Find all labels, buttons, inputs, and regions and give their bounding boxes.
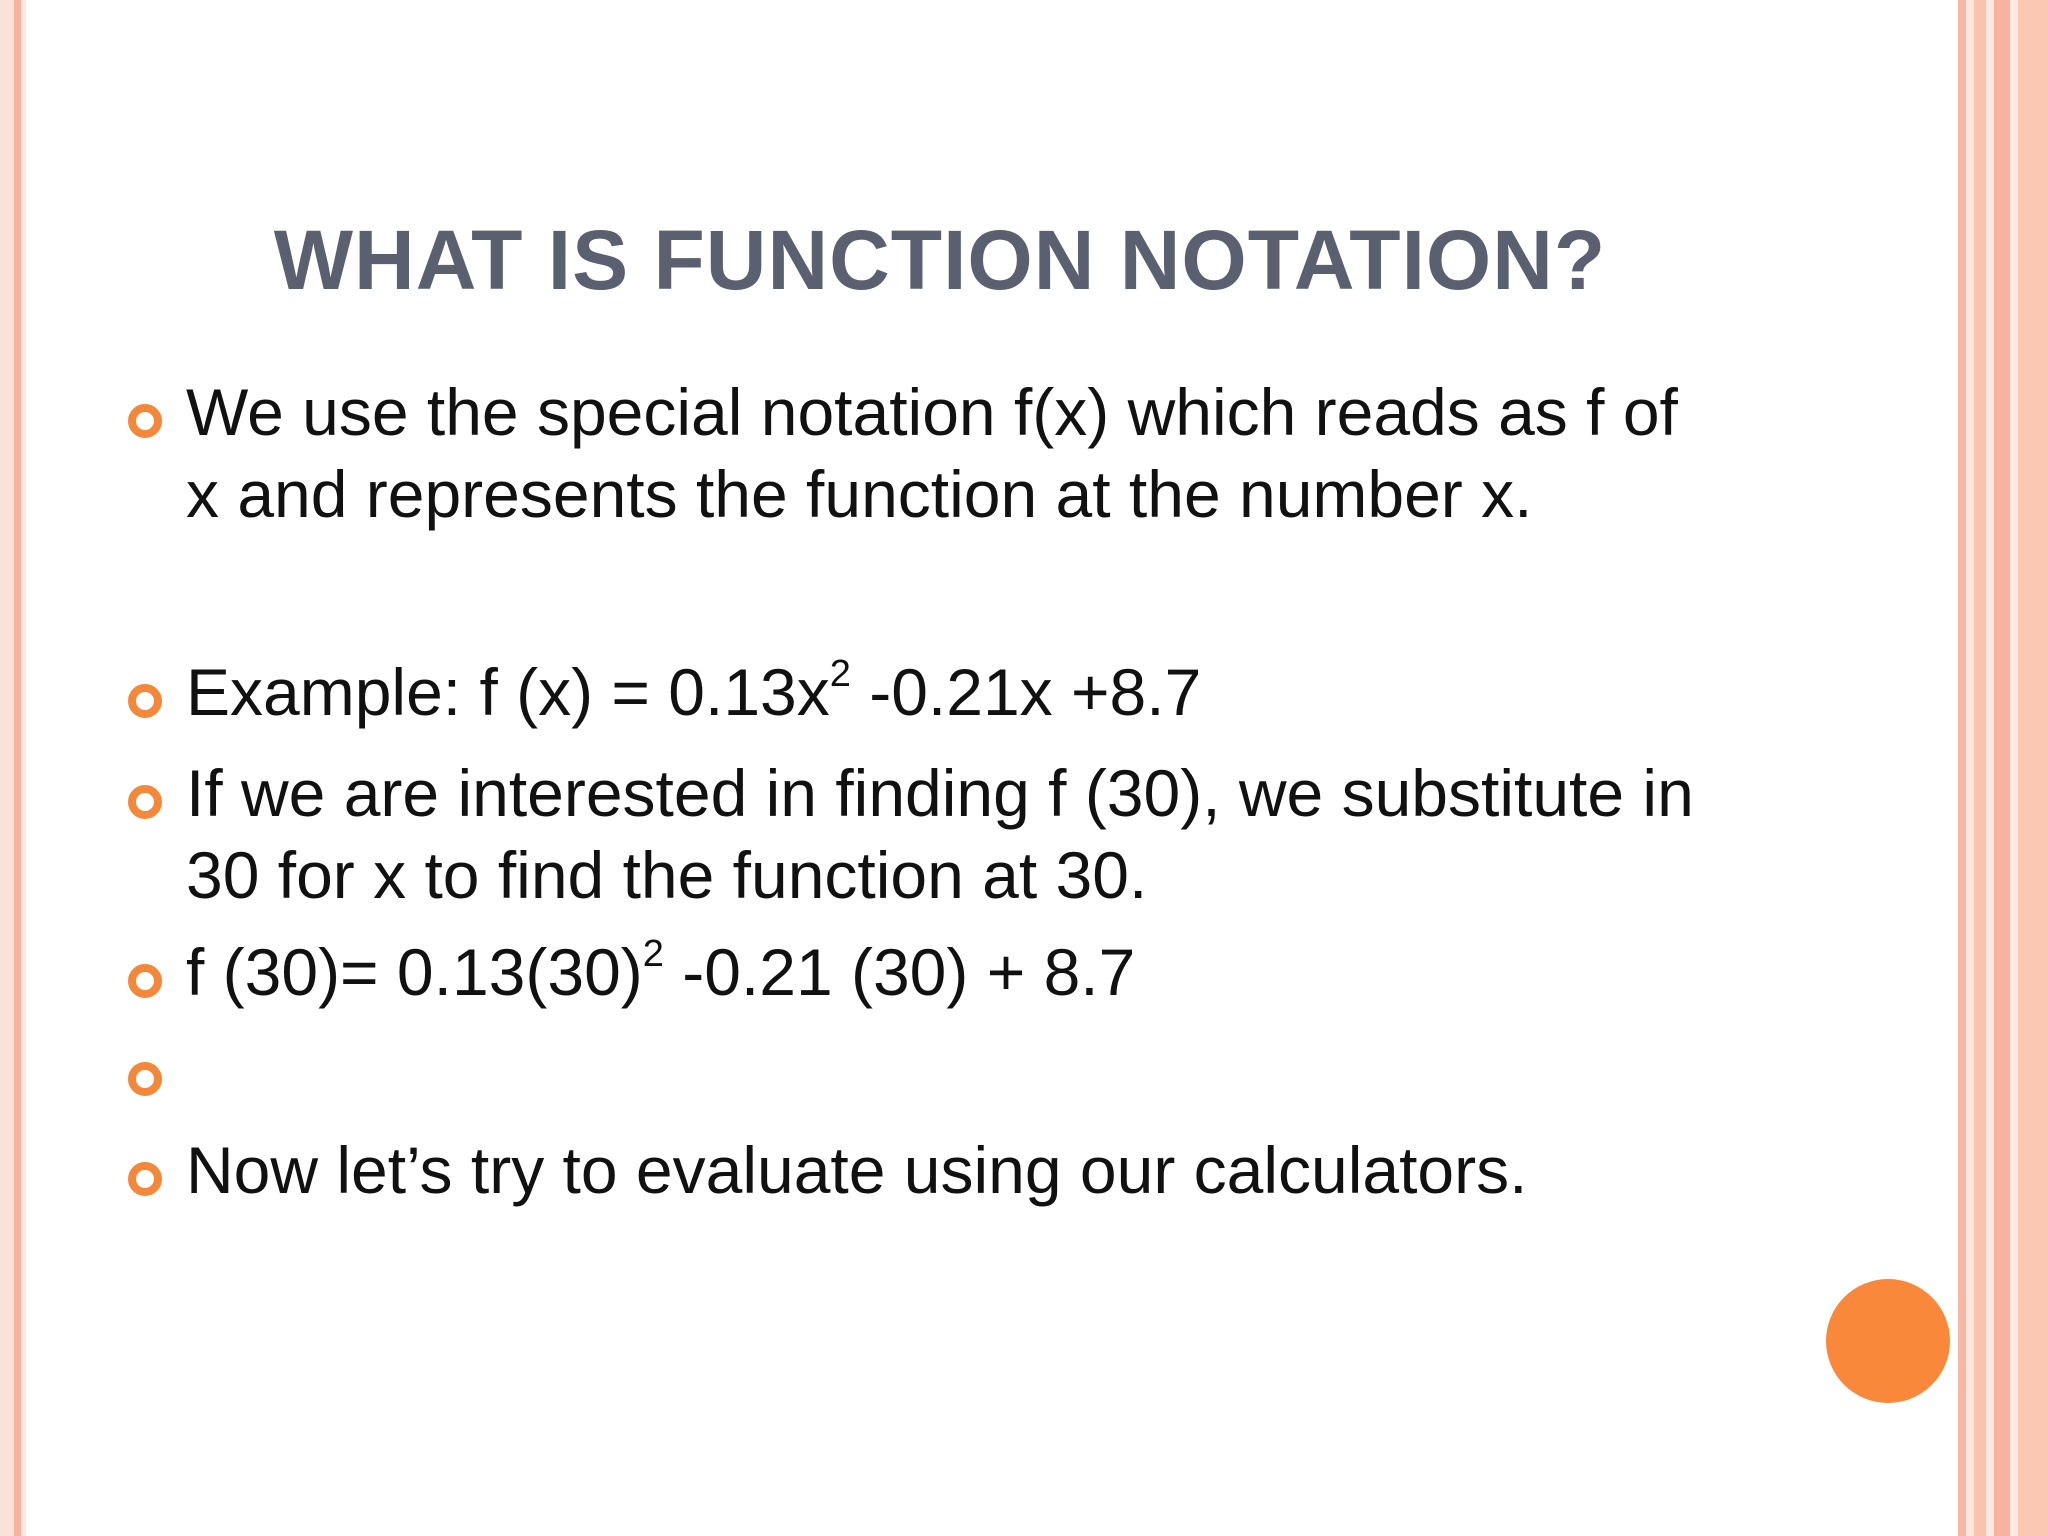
slide-title: WHAT IS FUNCTION NOTATION? [273, 213, 1607, 307]
right-decorative-stripe [1986, 0, 1994, 1536]
right-decorative-stripe [1958, 0, 1966, 1536]
equation-text: -0.21x +8.7 [850, 655, 1202, 729]
right-decorative-stripe [1966, 0, 1974, 1536]
equation-text: f (30)= 0.13(30) [186, 935, 643, 1009]
bullet-text [186, 651, 1886, 733]
hollow-circle-bullet-icon [128, 1162, 162, 1196]
right-decorative-stripe [2018, 0, 2048, 1536]
exponent: 2 [829, 653, 851, 695]
hollow-circle-bullet-icon [128, 404, 162, 438]
bullet-line: If we are interested in finding f (30), we substitute in [186, 756, 1694, 830]
bullet-text [186, 752, 1886, 916]
hollow-circle-bullet-icon [128, 1062, 162, 1096]
right-decorative-stripe [1974, 0, 1986, 1536]
bullet-text: Now let’s try to evaluate using our calculators. [186, 1133, 1528, 1207]
hollow-circle-bullet-icon [128, 785, 162, 819]
equation-text: Example: f (x) = 0.13x [186, 655, 830, 729]
bullet-text [186, 371, 1886, 535]
right-decorative-stripe [1994, 0, 2010, 1536]
exponent: 2 [642, 933, 664, 975]
bullet-line: We use the special notation f(x) which reads as f of [186, 375, 1678, 449]
bullet-line: x and represents the function at the number x. [186, 457, 1533, 531]
bullet-text [186, 931, 1886, 1013]
right-decorative-stripe [2010, 0, 2018, 1536]
hollow-circle-bullet-icon [128, 964, 162, 998]
hollow-circle-bullet-icon [128, 684, 162, 718]
bullet-line: 30 for x to find the function at 30. [186, 838, 1148, 912]
orange-circle-icon [1826, 1279, 1950, 1403]
equation-text: -0.21 (30) + 8.7 [663, 935, 1136, 1009]
